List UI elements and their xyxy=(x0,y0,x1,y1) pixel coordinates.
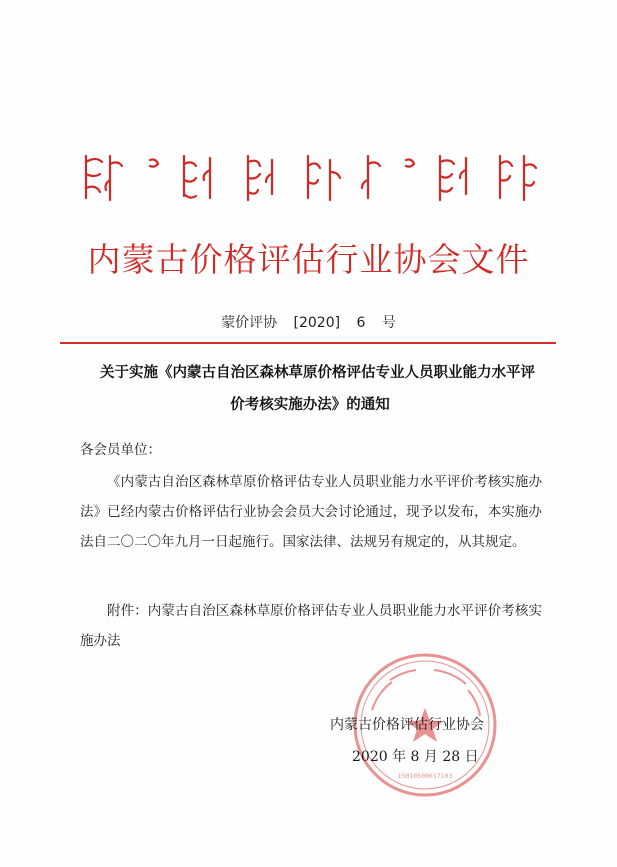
notice-title xyxy=(100,357,535,421)
doc-number-year: [2020] xyxy=(293,315,341,331)
notice-title-line-2: 价考核实施办法》的通知 xyxy=(230,397,390,413)
signing-organization: 内蒙古价格评估行业协会 xyxy=(330,717,484,733)
doc-number-suffix: 号 xyxy=(381,315,396,331)
notice-title-line-1: 关于实施《内蒙古自治区森林草原价格评估专业人员职业能力水平评 xyxy=(100,365,535,381)
attachment-line: 附件：内蒙古自治区森林草原价格评估专业人员职业能力水平评价考核实施办法 xyxy=(80,603,542,649)
signing-date: 2020 年 8 月 28 日 xyxy=(352,749,479,765)
document-number xyxy=(0,312,617,332)
doc-number-prefix: 蒙价评协 xyxy=(221,315,278,331)
doc-number-value: 6 xyxy=(356,315,366,331)
red-divider-rule xyxy=(60,342,556,344)
seal-number: 15010500017103 xyxy=(397,772,453,780)
salutation: 各会员单位： xyxy=(80,442,161,458)
body-paragraph: 《内蒙古自治区森林草原价格评估专业人员职业能力水平评价考核实施办法》已经内蒙古价格评估行业协会会员大会讨论通过，现予以发布，本实施办法自二〇二〇年九月一日起施行。国家法律、法规另有规定的，从其规定。 xyxy=(80,474,542,550)
organization-title: 内蒙古价格评估行业协会文件 xyxy=(87,240,530,279)
mongolian-title xyxy=(76,150,546,206)
